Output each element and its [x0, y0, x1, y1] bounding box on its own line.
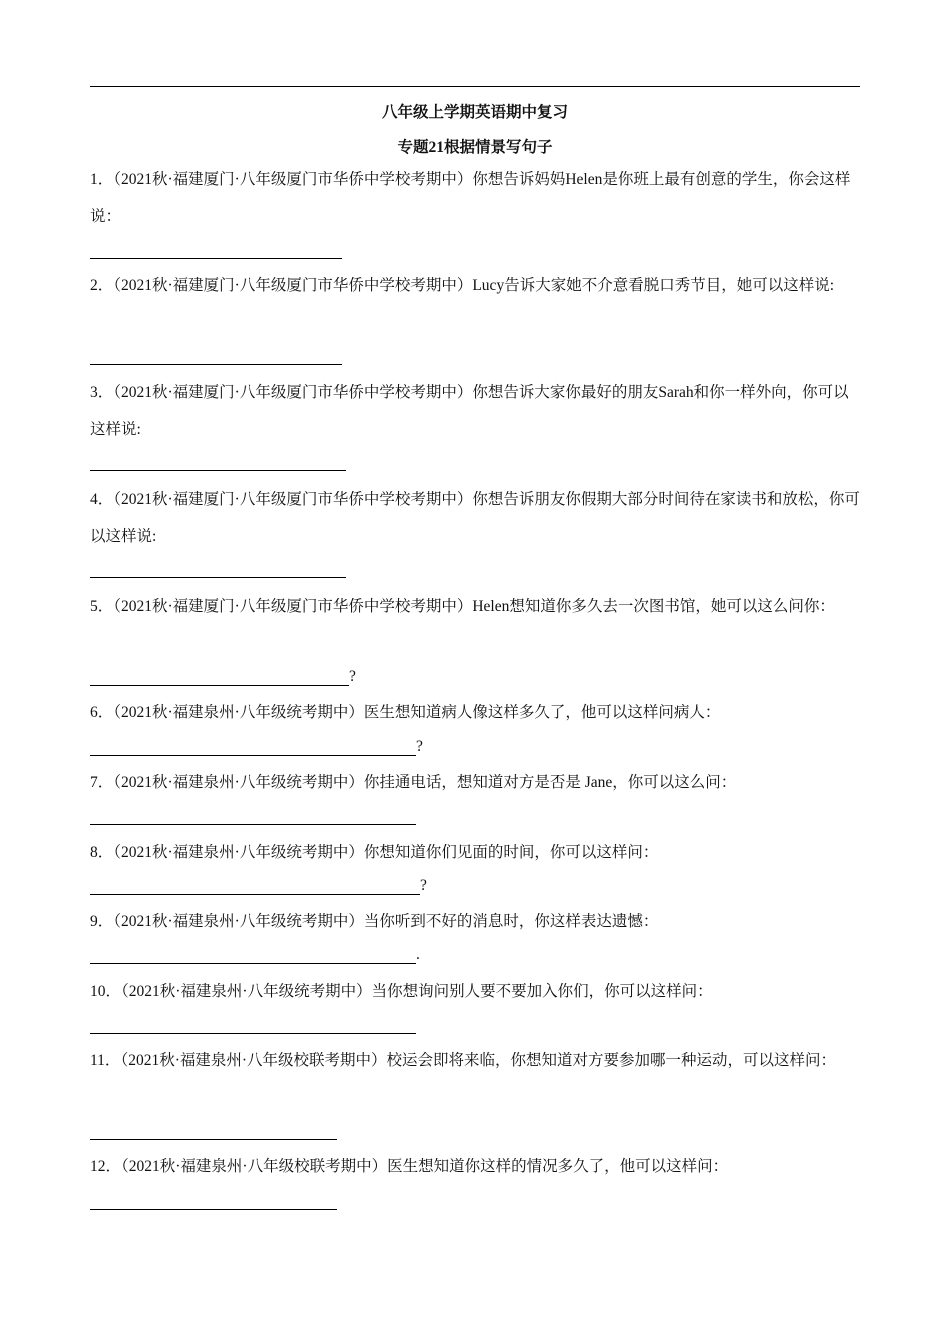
question-text: （2021秋·福建厦门·八年级厦门市华侨中学校考期中）你想告诉妈妈Helen是你班上最有创意的学生，你会这样说：: [90, 171, 851, 225]
question-6: [90, 694, 862, 731]
answer-field-4[interactable]: [90, 559, 346, 579]
answer-field-12[interactable]: [90, 1191, 337, 1211]
question-number: 1．: [90, 171, 114, 188]
answer-line[interactable]: [90, 737, 416, 756]
question-number: 8．: [90, 844, 114, 861]
question-number: 6．: [90, 704, 114, 721]
question-number: 4．: [90, 491, 114, 508]
question-3: [90, 374, 862, 448]
question-text: （2021秋·福建泉州·八年级校联考期中）医生想知道你这样的情况多久了，他可以这样问：: [121, 1158, 729, 1175]
answer-line[interactable]: [90, 346, 342, 365]
question-number: 12．: [90, 1158, 122, 1175]
answer-field-11[interactable]: [90, 1121, 337, 1141]
question-number: 2．: [90, 277, 114, 294]
question-text: （2021秋·福建泉州·八年级校联考期中）校运会即将来临，你想知道对方要参加哪一种运动，可以这样问：: [120, 1052, 837, 1069]
answer-line[interactable]: [90, 452, 346, 471]
answer-line[interactable]: [90, 1015, 416, 1034]
answer-line[interactable]: [90, 559, 346, 578]
question-text: （2021秋·福建厦门·八年级厦门市华侨中学校考期中）Helen想知道你多久去一次图书馆，她可以这么问你：: [113, 598, 835, 615]
question-7: [90, 764, 862, 801]
answer-line[interactable]: [90, 1191, 337, 1210]
answer-line[interactable]: [90, 945, 416, 964]
page-subtitle: 专题21根据情景写句子: [397, 139, 553, 156]
page-title: 八年级上学期英语期中复习: [381, 104, 568, 121]
answer-field-1[interactable]: [90, 240, 342, 260]
question-1: [90, 161, 862, 235]
question-number: 11．: [90, 1052, 121, 1069]
answer-line[interactable]: [90, 806, 416, 825]
answer-field-9[interactable]: .: [90, 945, 420, 965]
question-text: （2021秋·福建厦门·八年级厦门市华侨中学校考期中）你想告诉朋友你假期大部分时间待在家读书和放松，你可以这样说:: [90, 491, 860, 545]
question-10: [90, 973, 862, 1010]
answer-line[interactable]: [90, 667, 349, 686]
question-text: （2021秋·福建泉州·八年级统考期中）医生想知道病人像这样多久了，他可以这样问病人：: [113, 704, 721, 721]
question-number: 5．: [90, 598, 114, 615]
question-text: （2021秋·福建厦门·八年级厦门市华侨中学校考期中）你想告诉大家你最好的朋友Sarah和你一样外向，你可以这样说:: [90, 384, 849, 438]
question-4: [90, 481, 862, 555]
question-text: （2021秋·福建泉州·八年级统考期中）当你听到不好的消息时，你这样表达遗憾：: [113, 913, 659, 930]
question-text: （2021秋·福建泉州·八年级统考期中）你想知道你们见面的时间，你可以这样问：: [113, 844, 659, 861]
answer-field-7[interactable]: [90, 806, 416, 826]
answer-line[interactable]: [90, 876, 420, 895]
answer-field-3[interactable]: [90, 452, 346, 472]
question-number: 3．: [90, 384, 114, 401]
answer-field-8[interactable]: ?: [90, 876, 427, 896]
question-number: 7．: [90, 774, 114, 791]
question-number: 9．: [90, 913, 114, 930]
question-number: 10．: [90, 983, 122, 1000]
question-text: （2021秋·福建厦门·八年级厦门市华侨中学校考期中）Lucy告诉大家她不介意看脱口秀节目，她可以这样说:: [113, 277, 834, 294]
question-12: [90, 1148, 862, 1185]
answer-field-10[interactable]: [90, 1015, 416, 1035]
question-9: [90, 903, 862, 940]
header-rule: [90, 86, 860, 87]
question-8: [90, 834, 862, 871]
question-5: [90, 588, 862, 625]
answer-field-5[interactable]: ?: [90, 667, 356, 687]
question-2: [90, 267, 862, 304]
question-text: （2021秋·福建泉州·八年级统考期中）你挂通电话，想知道对方是否是 Jane，你可以这么问：: [113, 774, 737, 791]
answer-line[interactable]: [90, 240, 342, 259]
question-text: （2021秋·福建泉州·八年级统考期中）当你想询问别人要不要加入你们，你可以这样问：: [121, 983, 713, 1000]
answer-field-2[interactable]: [90, 346, 342, 366]
answer-field-6[interactable]: ?: [90, 737, 423, 757]
answer-line[interactable]: [90, 1121, 337, 1140]
question-11: [90, 1042, 862, 1079]
